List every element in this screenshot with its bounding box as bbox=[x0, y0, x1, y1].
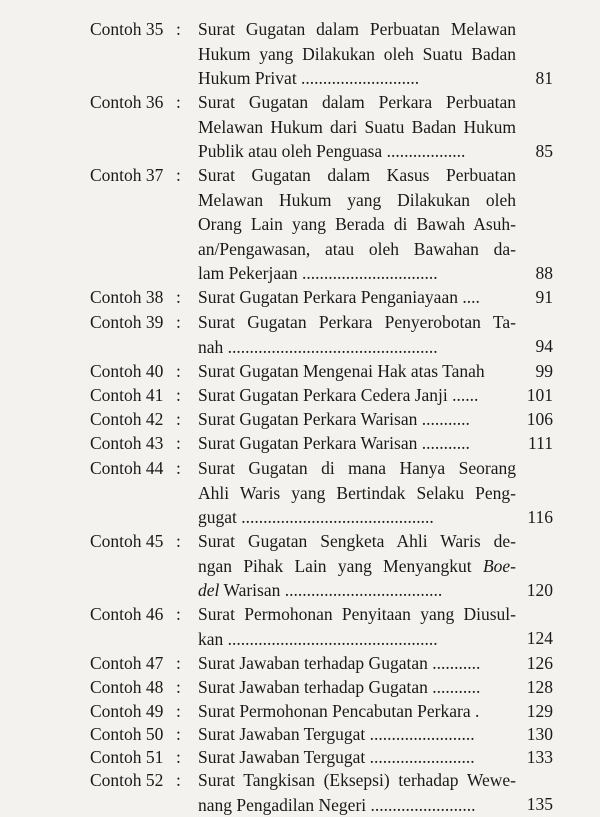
entry-label: Contoh 41 : bbox=[90, 383, 200, 408]
entry-title bbox=[198, 383, 516, 408]
entry-label: Contoh 52 : bbox=[90, 768, 200, 793]
entry-label: Contoh 44 : bbox=[90, 456, 200, 481]
entry-label: Contoh 40 : bbox=[90, 359, 200, 384]
entry-page-number: 101 bbox=[526, 385, 553, 405]
entry-page-number: 116 bbox=[527, 507, 553, 527]
entry-page-number: 99 bbox=[535, 361, 553, 381]
entry-label: Contoh 38 : bbox=[90, 285, 200, 310]
entry-title-line: Surat Permohonan Penyitaan yang Diusul- bbox=[198, 604, 516, 624]
entry-title-line: Orang Lain yang Berada di Bawah Asuh- bbox=[198, 214, 516, 234]
entry-title-line: Melawan Hukum dari Suatu Badan Hukum bbox=[198, 116, 516, 137]
entry-title-line: Surat Gugatan dalam Perkara Perbuatan bbox=[198, 92, 516, 112]
entry-colon: : bbox=[176, 312, 181, 332]
entry-label: Contoh 48 : bbox=[90, 675, 200, 700]
entry-title-line: Surat Gugatan Perkara Penganiayaan .... bbox=[198, 287, 480, 307]
entry-title-line: Surat Gugatan dalam Perbuatan Melawan bbox=[198, 19, 516, 39]
entry-colon: : bbox=[176, 653, 181, 673]
entry-page-number: 81 bbox=[535, 68, 553, 88]
entry-label: Contoh 45 : bbox=[90, 529, 200, 554]
entry-title-line: Surat Tangkisan (Eksepsi) terhadap Wewe- bbox=[198, 770, 516, 790]
entry-title bbox=[198, 651, 516, 676]
entry-title-line: Melawan Hukum yang Dilakukan oleh bbox=[198, 189, 516, 210]
entry-title-line: Surat Permohonan Pencabutan Perkara . bbox=[198, 701, 480, 721]
entry-colon: : bbox=[176, 433, 181, 453]
entry-title-line: Surat Jawaban terhadap Gugatan ........... bbox=[198, 677, 481, 697]
entry-colon: : bbox=[176, 677, 181, 697]
entry-title-line: Surat Gugatan Perkara Cedera Janji ...... bbox=[198, 385, 479, 405]
entry-colon: : bbox=[176, 409, 181, 429]
entry-title bbox=[198, 163, 516, 286]
entry-title bbox=[198, 90, 516, 164]
entry-page-number: 111 bbox=[528, 433, 553, 453]
entry-title bbox=[198, 407, 516, 432]
entry-page-number: 91 bbox=[535, 287, 553, 307]
entry-page-number: 94 bbox=[535, 336, 553, 356]
entry-title-line: Surat Jawaban Tergugat ........................ bbox=[198, 724, 475, 744]
entry-page-number: 120 bbox=[526, 580, 553, 600]
entry-title-line: ngan Pihak Lain yang Menyangkut Boe- bbox=[198, 555, 516, 576]
entry-title-line: nah ................................................ bbox=[198, 336, 438, 357]
entry-title-line: Surat Gugatan Perkara Warisan ........... bbox=[198, 409, 470, 429]
entry-title-line: Hukum Privat ........................... bbox=[198, 68, 420, 88]
entry-label: Contoh 46 : bbox=[90, 602, 200, 627]
entry-title-line: gugat ............................................ bbox=[198, 507, 434, 527]
entry-colon: : bbox=[176, 604, 181, 624]
entry-title-line: nang Pengadilan Negeri ........................ bbox=[198, 794, 476, 815]
entry-page-number: 135 bbox=[526, 794, 553, 814]
entry-title bbox=[198, 285, 516, 310]
entry-title-line: an/Pengawasan, atau oleh Bawahan da- bbox=[198, 238, 516, 259]
entry-title bbox=[198, 17, 516, 91]
entry-title-line: Publik atau oleh Penguasa .................. bbox=[198, 141, 466, 161]
entry-label: Contoh 37 : bbox=[90, 163, 200, 188]
entry-title-line: kan ................................................ bbox=[198, 628, 438, 649]
entry-title bbox=[198, 359, 516, 384]
entry-page-number: 133 bbox=[526, 747, 553, 767]
entry-label: Contoh 47 : bbox=[90, 651, 200, 676]
entry-label: Contoh 39 : bbox=[90, 310, 200, 335]
entry-page-number: 85 bbox=[535, 141, 553, 161]
entry-colon: : bbox=[176, 165, 181, 185]
entry-page-number: 130 bbox=[526, 724, 553, 744]
entry-title bbox=[198, 675, 516, 700]
entry-title-line: Surat Gugatan Sengketa Ahli Waris de- bbox=[198, 531, 516, 551]
entry-title-line: Surat Gugatan Mengenai Hak atas Tanah bbox=[198, 361, 485, 381]
entry-colon: : bbox=[176, 361, 181, 381]
entry-title bbox=[198, 602, 516, 651]
entry-colon: : bbox=[176, 531, 181, 551]
entry-title-line: Surat Gugatan Perkara Warisan ........... bbox=[198, 433, 470, 453]
entry-colon: : bbox=[176, 287, 181, 307]
entry-title-line: Ahli Waris yang Bertindak Selaku Peng- bbox=[198, 482, 516, 503]
entry-title-line: Surat Gugatan Perkara Penyerobotan Ta- bbox=[198, 312, 516, 332]
entry-page-number: 88 bbox=[535, 263, 553, 283]
entry-title-line: Hukum yang Dilakukan oleh Suatu Badan bbox=[198, 43, 516, 64]
entry-page-number: 124 bbox=[526, 628, 553, 648]
entry-title bbox=[198, 529, 516, 603]
entry-label: Contoh 42 : bbox=[90, 407, 200, 432]
entry-label: Contoh 36 : bbox=[90, 90, 200, 115]
entry-title-line: Surat Gugatan di mana Hanya Seorang bbox=[198, 458, 516, 478]
entry-label: Contoh 43 : bbox=[90, 431, 200, 456]
entry-title bbox=[198, 699, 516, 724]
entry-colon: : bbox=[176, 770, 181, 790]
entry-page-number: 128 bbox=[526, 677, 553, 697]
entry-title-line: Surat Jawaban terhadap Gugatan ........... bbox=[198, 653, 481, 673]
entry-title bbox=[198, 431, 516, 456]
entry-title bbox=[198, 456, 516, 530]
entry-title-line: Surat Gugatan dalam Kasus Perbuatan bbox=[198, 165, 516, 185]
entry-title-line: del Warisan .................................... bbox=[198, 580, 443, 600]
entry-colon: : bbox=[176, 92, 181, 112]
entry-title bbox=[198, 722, 516, 747]
entry-label: Contoh 50 : bbox=[90, 722, 200, 747]
entry-label: Contoh 49 : bbox=[90, 699, 200, 724]
entry-colon: : bbox=[176, 724, 181, 744]
entry-colon: : bbox=[176, 458, 181, 478]
entry-colon: : bbox=[176, 701, 181, 721]
entry-label: Contoh 51 : bbox=[90, 745, 200, 770]
entry-title bbox=[198, 745, 516, 770]
entry-colon: : bbox=[176, 747, 181, 767]
entry-title-line: lam Pekerjaan ............................... bbox=[198, 263, 438, 283]
entry-colon: : bbox=[176, 19, 181, 39]
entry-page-number: 126 bbox=[526, 653, 553, 673]
entry-title-line: Surat Jawaban Tergugat ........................ bbox=[198, 747, 475, 767]
entry-colon: : bbox=[176, 385, 181, 405]
entry-page-number: 129 bbox=[526, 701, 553, 721]
entry-title bbox=[198, 310, 516, 359]
entry-label: Contoh 35 : bbox=[90, 17, 200, 42]
entry-page-number: 106 bbox=[526, 409, 553, 429]
entry-title bbox=[198, 768, 516, 817]
